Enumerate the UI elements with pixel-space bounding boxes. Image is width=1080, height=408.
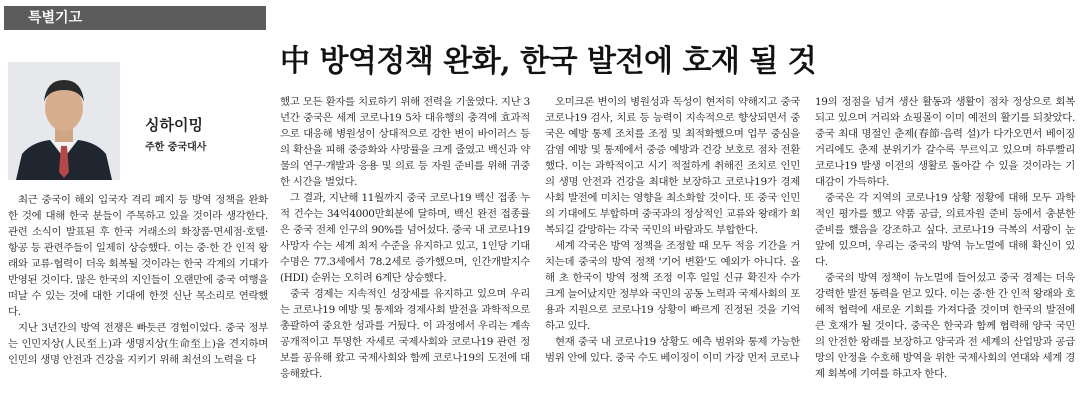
- paragraph: 했고 모든 환자를 치료하기 위해 전력을 기울였다. 지난 3년간 중국은 세계 코로나19 5차 대유행의 충격에 효과적으로 대응해 병원성이 상대적으로 강한 변이 바이러스 등의 확산을 피해 중증화와 사망률을 크게 줄였고 백신과 약물의 연구·개발과 응용 및 의료 등 자원 준비를 위해 귀중한 시간을 벌었다.: [280, 96, 530, 188]
- paragraph: 최근 중국이 해외 입국자 격리 폐지 등 방역 정책을 완화한 것에 대해 한국 분들이 주목하고 있을 것이라 생각한다. 관련 소식이 발표된 후 한국 거래소의 화장품·면세점·호텔·항공 등 관련주들이 일제히 상승했다. 이는 중·한 간 인적 왕래와 교류·협력이 더욱 회복될 것이라는 한국 각계의 기대가 반영된 것이다. 많은 한국의 지인들이 오랜만에 중국 여행을 떠날 수 있는 것에 대한 기대에 한껏 신난 목소리로 연락했다.: [8, 194, 268, 318]
- paragraph: 중국은 각 지역의 코로나19 상황 정황에 대해 모두 과학적인 평가를 했고 약품 공급, 의료자원 준비 등에서 충분한 준비를 했음을 강조하고 싶다. 코로나19 극복의 서광이 눈앞에 있으며, 우리는 중국의 방역 뉴노멀에 대해 확신이 있다.: [815, 192, 1075, 268]
- paragraph: 19의 정점을 넘겨 생산 활동과 생활이 점차 정상으로 회복되고 있으며 거리와 쇼핑몰이 이미 예전의 활기를 되찾았다. 중국 최대 명절인 춘제(春節·음력 설)가 다가오면서 베이징 거리에도 춘제 분위기가 갈수록 무르익고 있으며 하루빨리 코로나19 발생 이전의 생활로 돌아갈 수 있을 것이라는 기대감이 가득하다.: [815, 96, 1075, 188]
- paragraph: 중국 경제는 지속적인 성장세를 유지하고 있으며 우리는 코로나19 예방 및 통제와 경제사회 발전을 과학적으로 총괄하여 중요한 성과를 거뒀다. 이 과정에서 우리는 계속 공개적이고 투명한 자세로 국제사회와 코로나19 관련 정보를 공유해 왔고 국제사회와 함께 코로나19의 도전에 대응해왔다.: [280, 288, 530, 380]
- section-label: 특별기고: [4, 6, 266, 30]
- article-column-3: [545, 94, 800, 366]
- article-column-2: [280, 94, 530, 382]
- paragraph: 중국의 방역 정책이 뉴노멀에 들어섰고 중국 경제는 더욱 강력한 발전 동력을 얻고 있다. 이는 중·한 간 인적 왕래와 호혜적 협력에 새로운 기회를 가져다줄 것이며 한국의 발전에 큰 호재가 될 것이다. 중국은 한국과 함께 협력해 양국 국민의 안전한 왕래를 보장하고 양국과 전 세계의 산업망과 공급망의 안정을 수호해 방역을 위한 국제사회의 연대와 세계 경제 회복에 기여를 하고자 한다.: [815, 272, 1075, 380]
- article-column-1: [8, 192, 268, 368]
- paragraph: 오미크론 변이의 병원성과 독성이 현저히 약해지고 중국 코로나19 검사, 치료 등 능력이 지속적으로 향상되면서 중국은 예방 통제 조치를 조정 및 최적화했으며 업무 중심을 감염 예방 및 통제에서 중증 예방과 건강 보호로 점차 전환했다. 이는 과학적이고 시기 적절하게 취해진 조치로 인민의 생명 안전과 건강을 최대한 보장하고 코로나19가 경제 사회 발전에 미치는 영향을 최소화할 것이다. 또 중국 인민의 기대에도 부합하며 중국과의 정상적인 교류와 왕래가 회복되길 갈망하는 각국 국민의 바람과도 부합한다.: [545, 96, 800, 236]
- article-headline: 中 방역정책 완화, 한국 발전에 호재 될 것: [280, 44, 817, 79]
- paragraph: 지난 3년간의 방역 전쟁은 빠듯큰 경험이었다. 중국 정부는 인민지상(人民至上)과 생명지상(生命至上)을 견지하며 인민의 생명 안전과 건강을 지키기 위해 최선의 노력을 다: [8, 322, 268, 366]
- article-column-4: [815, 94, 1075, 382]
- paragraph: 현재 중국 내 코로나19 상황도 예측 범위와 통제 가능한 범위 안에 있다. 중국 수도 베이징이 이미 가장 먼저 코로나: [545, 336, 800, 364]
- paragraph: 그 결과, 지난해 11월까지 중국 코로나19 백신 접종 누적 건수는 34억4000만회분에 달하며, 백신 완전 접종률은 중국 전체 인구의 90%를 넘어섰다. 중국 내 코로나19 사망자 수는 세계 최저 수준을 유지하고 있고, 1인당 기대 수명은 77.3세에서 78.2세로 증가했으며, 인간개발지수(HDI) 순위는 오히려 6계단 상승했다.: [280, 192, 530, 284]
- paragraph: 세계 각국은 방역 정책을 조정할 때 모두 적응 기간을 거치는데 중국의 방역 정책 '기어 변환'도 예외가 아니다. 올해 초 한국이 방역 정책 조정 이후 일일 신규 확진자 수가 크게 늘어났지만 정부와 국민의 공동 노력과 국제사회의 포용과 지원으로 코로나19 상황이 빠르게 진정된 것을 기억하고 있다.: [545, 240, 800, 332]
- author-name: 싱하이밍: [145, 116, 203, 134]
- author-portrait-icon: [8, 62, 120, 180]
- author-title: 주한 중국대사: [145, 142, 207, 153]
- author-photo: [8, 62, 120, 180]
